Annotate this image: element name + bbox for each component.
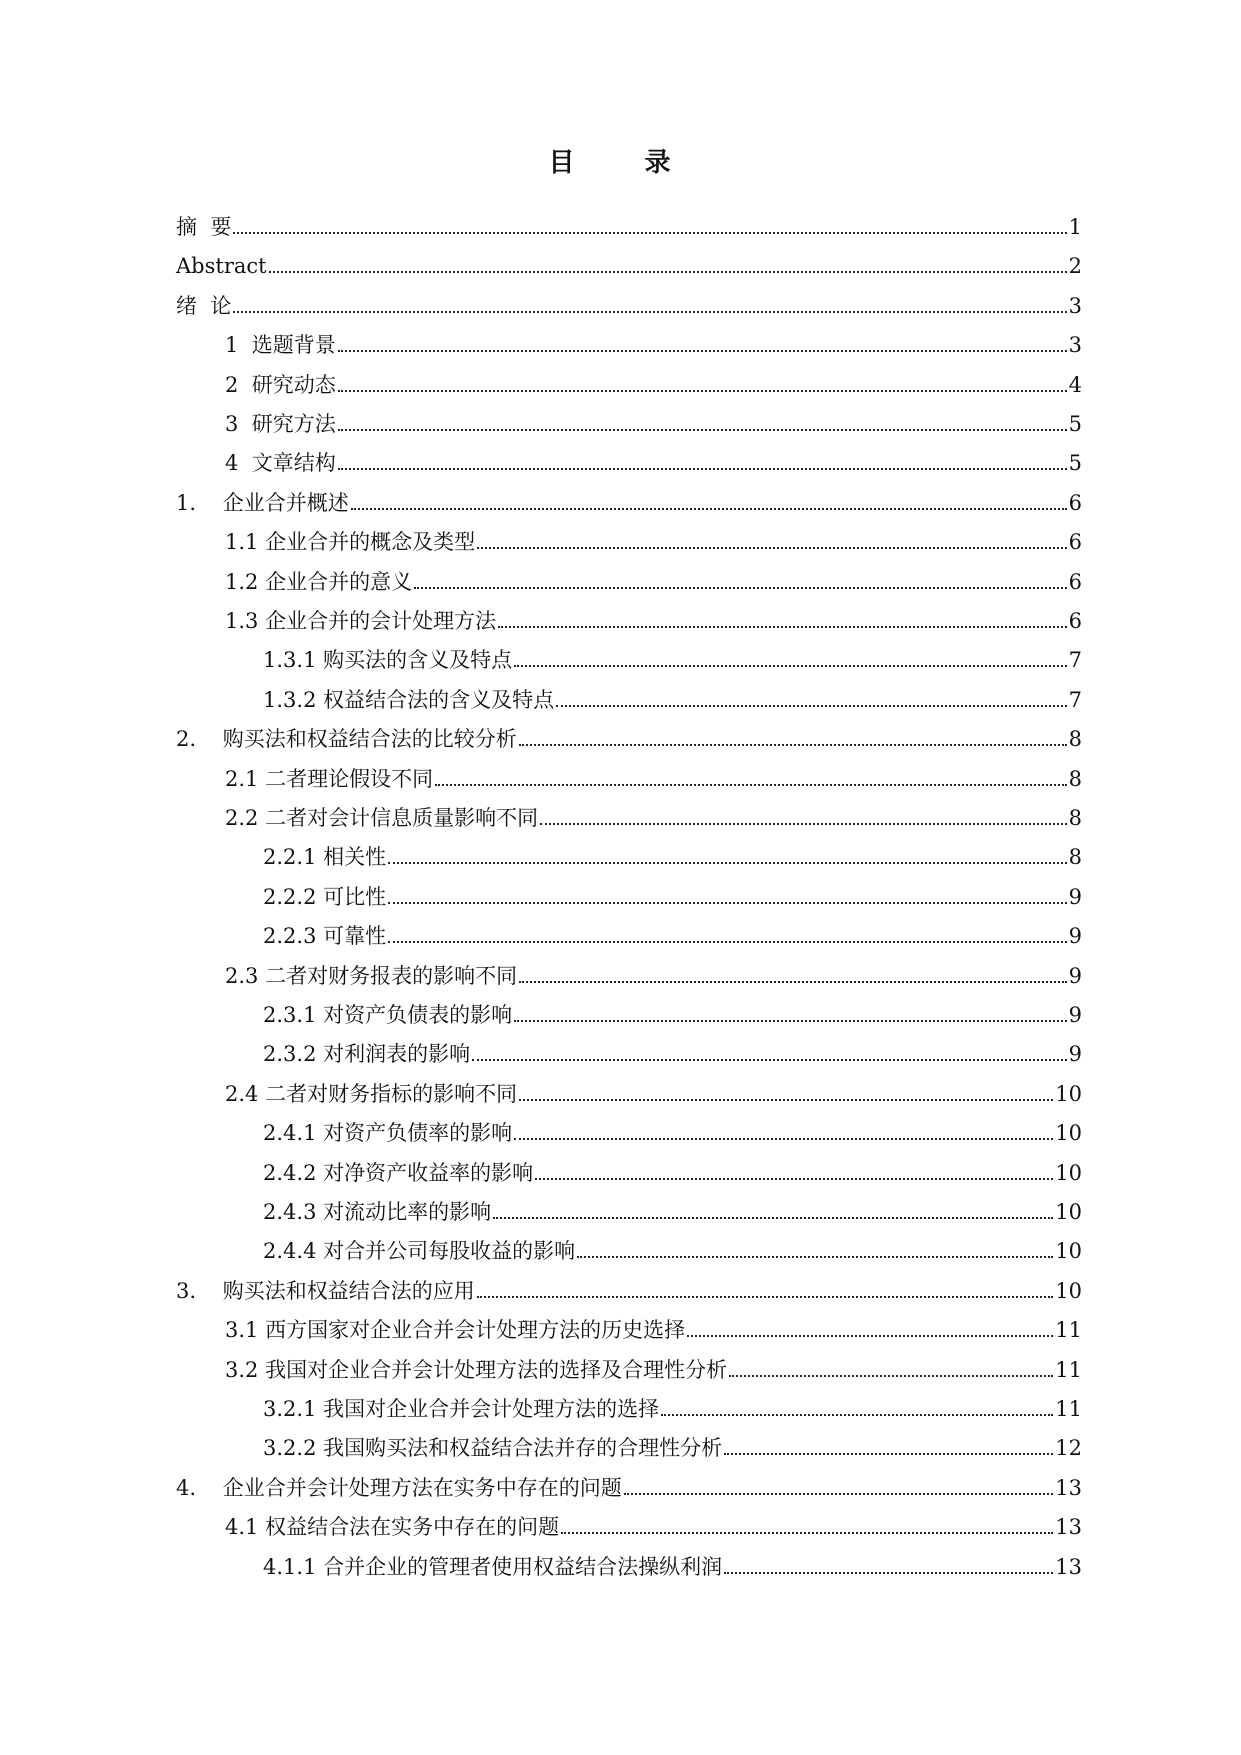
toc-entry[interactable] [263, 1039, 1082, 1069]
toc-entry-label: 2.4.4 对合并公司每股收益的影响 [263, 1239, 576, 1264]
toc-page-number: 10 [1055, 1160, 1082, 1185]
toc-page-number: 3 [1068, 293, 1082, 318]
toc-entry-label: 2.2.2 可比性 [263, 884, 387, 909]
toc-leader-dots [556, 685, 1067, 707]
toc-page-number: 8 [1068, 806, 1082, 830]
toc-entry-label: 4.1 权益结合法在实务中存在的问题 [225, 1515, 560, 1540]
toc-page-number: 13 [1055, 1515, 1082, 1540]
toc-entry[interactable] [225, 803, 1082, 833]
toc-leader-dots [233, 291, 1066, 313]
toc-leader-dots [724, 1433, 1053, 1455]
toc-entry-label: 2.2 二者对会计信息质量影响不同 [225, 806, 539, 830]
toc-page-number: 9 [1068, 884, 1082, 909]
toc-entry-label: 1 选题背景 [225, 333, 336, 358]
toc-entry-label: 摘 要 [176, 215, 232, 239]
toc-entry[interactable] [225, 1079, 1082, 1109]
toc-page-number: 8 [1068, 845, 1082, 870]
toc-entry-label: 2.3.1 对资产负债表的影响 [263, 1003, 513, 1027]
toc-page-number: 6 [1068, 609, 1082, 633]
toc-leader-dots [729, 1355, 1053, 1377]
toc-entry[interactable] [263, 1158, 1082, 1188]
toc-leader-dots [477, 527, 1067, 549]
toc-page-number: 2 [1068, 254, 1082, 279]
toc-page-number: 1 [1068, 215, 1082, 239]
toc-page-number: 9 [1068, 1003, 1082, 1027]
toc-entry-label: 3.2.1 我国对企业合并会计处理方法的选择 [263, 1397, 660, 1421]
toc-page-number: 10 [1055, 1278, 1082, 1303]
toc-entry[interactable] [263, 1552, 1082, 1582]
toc-entry-label: 1.3 企业合并的会计处理方法 [225, 609, 497, 633]
toc-entry-label: 3.1 西方国家对企业合并会计处理方法的历史选择 [225, 1318, 686, 1343]
toc-page-number: 5 [1068, 451, 1082, 476]
toc-entry[interactable] [263, 1433, 1082, 1463]
toc-entry-label: 2.2.3 可靠性 [263, 924, 387, 949]
toc-entry[interactable] [176, 1473, 1082, 1503]
toc-title: 目 录 [548, 148, 693, 178]
toc-entry[interactable] [225, 606, 1082, 636]
toc-leader-dots [535, 1158, 1053, 1180]
toc-entry[interactable] [263, 882, 1082, 912]
toc-entry-label: 2.3.2 对利润表的影响 [263, 1042, 471, 1067]
toc-leader-dots [540, 803, 1067, 825]
toc-entry-label: 2.4.2 对净资产收益率的影响 [263, 1160, 534, 1185]
toc-leader-dots [519, 724, 1067, 746]
toc-entry[interactable] [263, 842, 1082, 872]
toc-leader-dots [687, 1315, 1053, 1337]
toc-entry-label: 绪 论 [176, 293, 232, 318]
toc-entry-label: Abstract [176, 254, 267, 279]
toc-entry-label: 1.1 企业合并的概念及类型 [225, 530, 476, 555]
toc-entry[interactable] [176, 212, 1082, 242]
toc-leader-dots [519, 1079, 1053, 1101]
toc-entry[interactable] [263, 1394, 1082, 1424]
toc-entry[interactable] [225, 567, 1082, 597]
toc-page-number: 6 [1068, 490, 1082, 515]
toc-leader-dots [577, 1236, 1053, 1258]
toc-page-number: 7 [1068, 648, 1082, 673]
toc-entry[interactable] [225, 370, 1082, 400]
toc-page-number: 13 [1055, 1554, 1082, 1579]
toc-leader-dots [493, 1197, 1053, 1219]
toc-page-number: 6 [1068, 530, 1082, 555]
toc-entry-label: 1.2 企业合并的意义 [225, 569, 413, 594]
toc-entry-label: 4.1.1 合并企业的管理者使用权益结合法操纵利润 [263, 1554, 723, 1579]
toc-leader-dots [519, 961, 1067, 983]
toc-entry[interactable] [225, 330, 1082, 360]
toc-entry[interactable] [225, 1512, 1082, 1542]
toc-page-number: 7 [1068, 687, 1082, 712]
toc-entry-label: 3.2.2 我国购买法和权益结合法并存的合理性分析 [263, 1436, 723, 1461]
toc-page-number: 11 [1055, 1318, 1082, 1343]
toc-entry-label: 2. 购买法和权益结合法的比较分析 [176, 727, 517, 752]
toc-entry[interactable] [263, 1197, 1082, 1227]
toc-page-number: 8 [1068, 727, 1082, 752]
toc-entry[interactable] [263, 921, 1082, 951]
toc-page-number: 12 [1055, 1436, 1082, 1461]
toc-entry[interactable] [263, 1118, 1082, 1148]
toc-leader-dots [477, 1276, 1054, 1298]
toc-entry[interactable] [176, 251, 1082, 281]
toc-leader-dots [514, 645, 1067, 667]
toc-entry[interactable] [225, 1315, 1082, 1345]
toc-leader-dots [388, 842, 1067, 864]
toc-leader-dots [561, 1512, 1053, 1534]
toc-leader-dots [351, 488, 1067, 510]
toc-page-number: 9 [1068, 1042, 1082, 1067]
toc-page-number: 6 [1068, 569, 1082, 594]
toc-page-number: 3 [1068, 333, 1082, 358]
toc-page-number: 10 [1055, 1081, 1082, 1106]
toc-entry-label: 2.1 二者理论假设不同 [225, 766, 434, 791]
toc-entry-label: 2.4 二者对财务指标的影响不同 [225, 1081, 518, 1106]
toc-leader-dots [233, 212, 1066, 234]
toc-entry[interactable] [225, 1355, 1082, 1385]
toc-entry-label: 1.3.1 购买法的含义及特点 [263, 648, 513, 673]
toc-leader-dots [338, 330, 1067, 352]
toc-leader-dots [514, 1118, 1053, 1140]
toc-entry[interactable] [225, 764, 1082, 794]
toc-entry-label: 2.4.3 对流动比率的影响 [263, 1200, 492, 1224]
toc-entry-label: 2.3 二者对财务报表的影响不同 [225, 963, 518, 988]
toc-leader-dots [388, 882, 1067, 904]
toc-leader-dots [661, 1394, 1053, 1416]
toc-page-number: 11 [1055, 1357, 1082, 1382]
toc-entry[interactable] [176, 291, 1082, 321]
toc-leader-dots [338, 448, 1067, 470]
toc-leader-dots [338, 370, 1067, 392]
toc-entry[interactable] [225, 409, 1082, 439]
toc-leader-dots [414, 567, 1067, 589]
toc-page-number: 10 [1055, 1239, 1082, 1264]
toc-entry-label: 1.3.2 权益结合法的含义及特点 [263, 687, 555, 712]
toc-entry[interactable] [263, 1236, 1082, 1266]
toc-entry-label: 3 研究方法 [225, 412, 336, 436]
toc-page-number: 10 [1055, 1121, 1082, 1146]
toc-leader-dots [624, 1473, 1054, 1495]
toc-entry-label: 2.4.1 对资产负债率的影响 [263, 1121, 513, 1146]
toc-page-number: 11 [1055, 1397, 1082, 1421]
toc-entry[interactable] [263, 645, 1082, 675]
toc-page-number: 5 [1068, 412, 1082, 436]
toc-page-number: 13 [1055, 1475, 1082, 1500]
toc-leader-dots [514, 1000, 1067, 1022]
toc-entry[interactable] [176, 1276, 1082, 1306]
toc-entry[interactable] [263, 685, 1082, 715]
toc-leader-dots [338, 409, 1067, 431]
toc-entry-label: 2 研究动态 [225, 372, 336, 397]
toc-leader-dots [269, 251, 1067, 273]
toc-page-number: 9 [1068, 963, 1082, 988]
toc-leader-dots [435, 764, 1067, 786]
toc-entry-label: 2.2.1 相关性 [263, 845, 387, 870]
toc-page-number: 9 [1068, 924, 1082, 949]
toc-entry[interactable] [263, 1000, 1082, 1030]
toc-entry[interactable] [225, 448, 1082, 478]
toc-entry-label: 3. 购买法和权益结合法的应用 [176, 1278, 475, 1303]
toc-leader-dots [724, 1552, 1053, 1574]
toc-leader-dots [498, 606, 1067, 628]
toc-entry[interactable] [225, 961, 1082, 991]
toc-leader-dots [472, 1039, 1067, 1061]
toc-entry-label: 3.2 我国对企业合并会计处理方法的选择及合理性分析 [225, 1357, 728, 1382]
toc-entry-label: 4. 企业合并会计处理方法在实务中存在的问题 [176, 1475, 622, 1500]
toc-page-number: 4 [1068, 372, 1082, 397]
toc-entry[interactable] [225, 527, 1082, 557]
toc-page-number: 10 [1055, 1200, 1082, 1224]
toc-entry-label: 1. 企业合并概述 [176, 490, 349, 515]
toc-leader-dots [388, 921, 1067, 943]
toc-page-number: 8 [1068, 766, 1082, 791]
toc-entry[interactable] [176, 724, 1082, 754]
toc-entry[interactable] [176, 488, 1082, 518]
toc-entry-label: 4 文章结构 [225, 451, 336, 476]
